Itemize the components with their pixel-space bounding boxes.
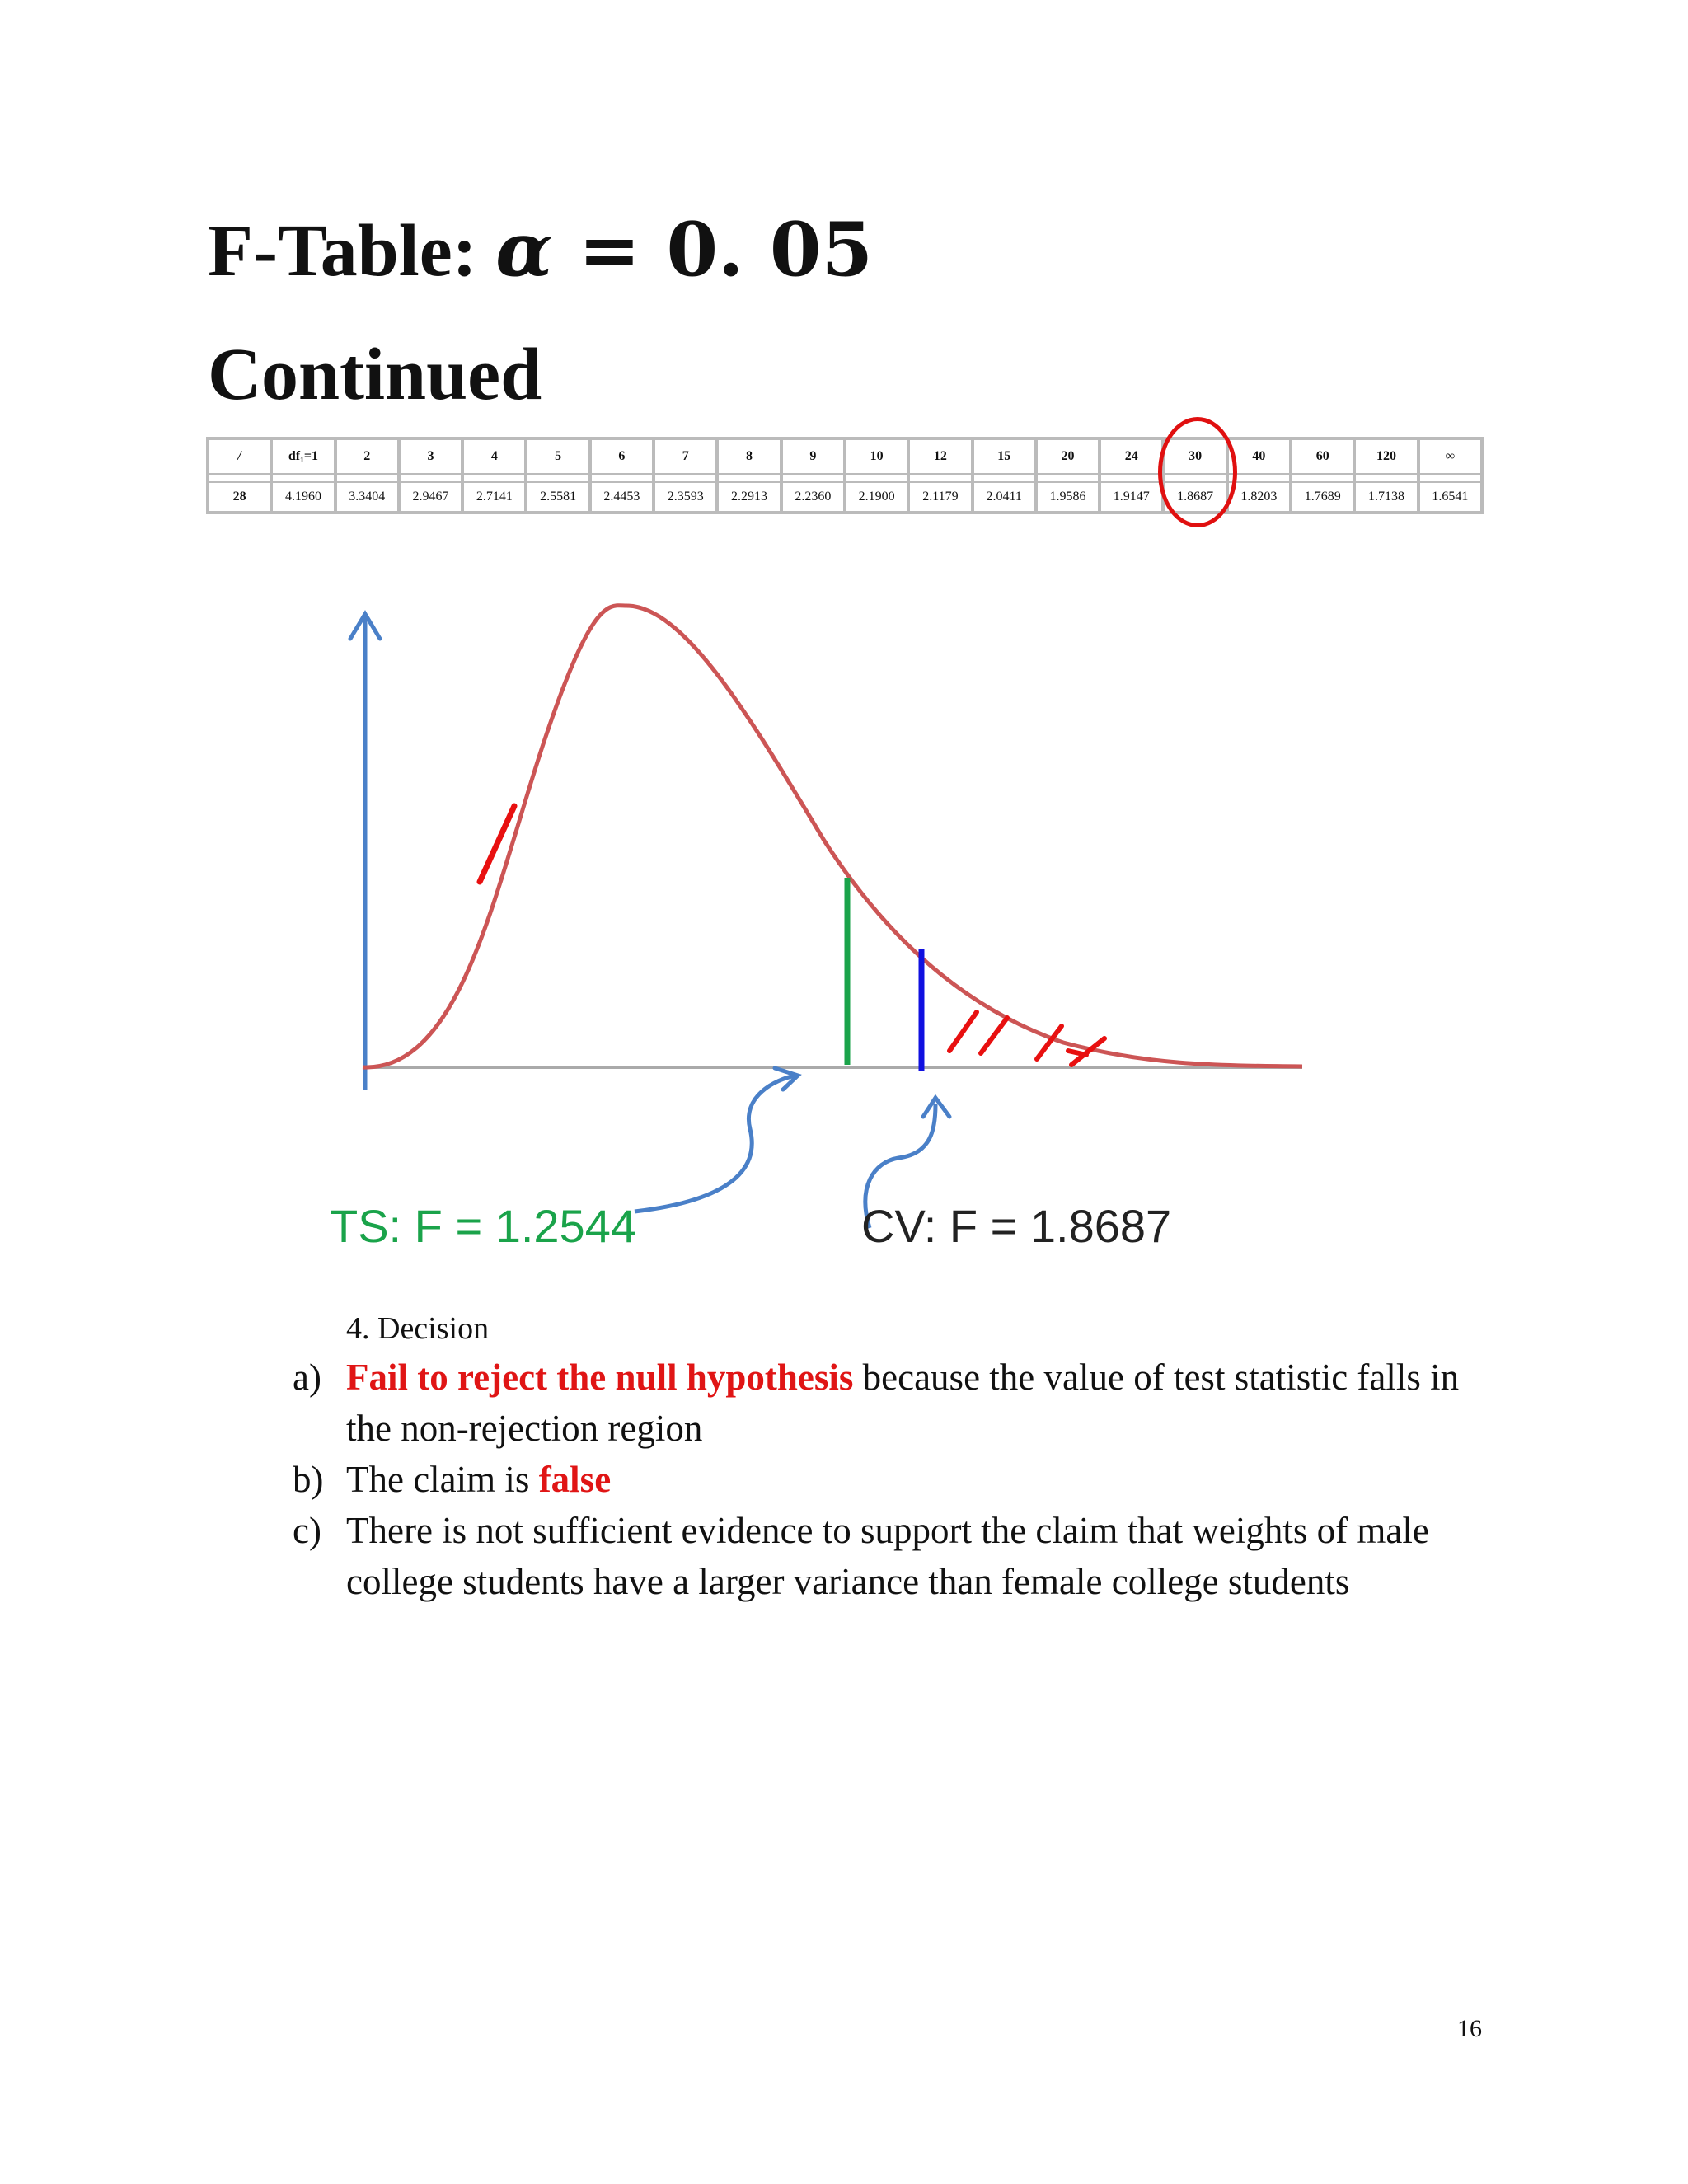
alpha-value: = 0. 05 [552,206,874,293]
f-table-cell: 2.3593 [654,481,717,513]
f-table-cell: 2.1179 [908,481,972,513]
decision-a-emphasis: Fail to reject the null hypothesis [346,1357,854,1398]
list-marker: a) [293,1357,321,1398]
f-table-cell: 2.7141 [462,481,526,513]
alpha-symbol: α [495,206,553,293]
f-table-header-highlighted: 30 [1163,438,1226,475]
f-table-header: 12 [908,438,972,475]
f-table-header: 2 [335,438,399,475]
test-statistic-label: TS: F = 1.2544 [330,1200,636,1252]
f-table-cell: 1.7138 [1354,481,1418,513]
f-table-cell: 2.2360 [781,481,845,513]
f-table-cell: 1.7689 [1291,481,1354,513]
decision-list [293,1352,1488,1607]
curve-tick-mark [480,806,514,882]
f-table-cell: 1.8203 [1227,481,1291,513]
critical-value-label: CV: F = 1.8687 [861,1200,1172,1252]
f-table-cell: 1.9586 [1036,481,1100,513]
title-continued: Continued [208,334,542,415]
f-table-cell: 3.3404 [335,481,399,513]
f-table-header: 20 [1036,438,1100,475]
rejection-region-hatch [950,1012,1104,1065]
f-table-header: 120 [1354,438,1418,475]
decision-item-b [293,1454,1488,1505]
decision-c-text: There is not sufficient evidence to support the claim that weights of male college students have a larger variance than female college students [346,1510,1429,1602]
list-marker: b) [293,1459,324,1500]
decision-item-a [293,1352,1488,1454]
f-table-cell: 2.4453 [590,481,654,513]
f-table-cell-critical-value: 1.8687 [1163,481,1226,513]
f-table-cell: 1.6541 [1418,481,1482,513]
f-table-header: 5 [526,438,589,475]
decision-a-text: because the value of test statistic falls in the non-rejection region [346,1357,1460,1449]
f-table-row-label: 28 [208,481,271,513]
f-table-cell: 2.0411 [973,481,1036,513]
f-table-cell: 1.9147 [1100,481,1163,513]
f-table-header: 3 [399,438,462,475]
f-table-header: 7 [654,438,717,475]
f-table-header: 6 [590,438,654,475]
f-table-header: 9 [781,438,845,475]
f-table-header: 4 [462,438,526,475]
f-table-header: 40 [1227,438,1291,475]
f-table-header: 24 [1100,438,1163,475]
title-prefix: F-Table: [208,210,496,292]
f-table-corner: / [208,438,271,475]
f-table-header: 10 [845,438,908,475]
decision-item-c [293,1505,1488,1607]
f-table-cell: 2.5581 [526,481,589,513]
f-table-header: 60 [1291,438,1354,475]
page-number: 16 [1457,2015,1482,2042]
decision-heading: 4. Decision [346,1311,490,1346]
list-marker: c) [293,1510,321,1551]
f-table-header: 15 [973,438,1036,475]
f-table-header: ∞ [1418,438,1482,475]
f-table-cell: 4.1960 [271,481,335,513]
f-table-header: 8 [717,438,781,475]
f-table-cell: 2.2913 [717,481,781,513]
decision-b-text: The claim is [346,1459,539,1500]
f-table-cell: 2.1900 [845,481,908,513]
f-table-header: df₁=1 [271,438,335,475]
ts-pointer-arrow [635,1076,795,1212]
f-table-cell: 2.9467 [399,481,462,513]
decision-b-emphasis: false [538,1459,612,1500]
